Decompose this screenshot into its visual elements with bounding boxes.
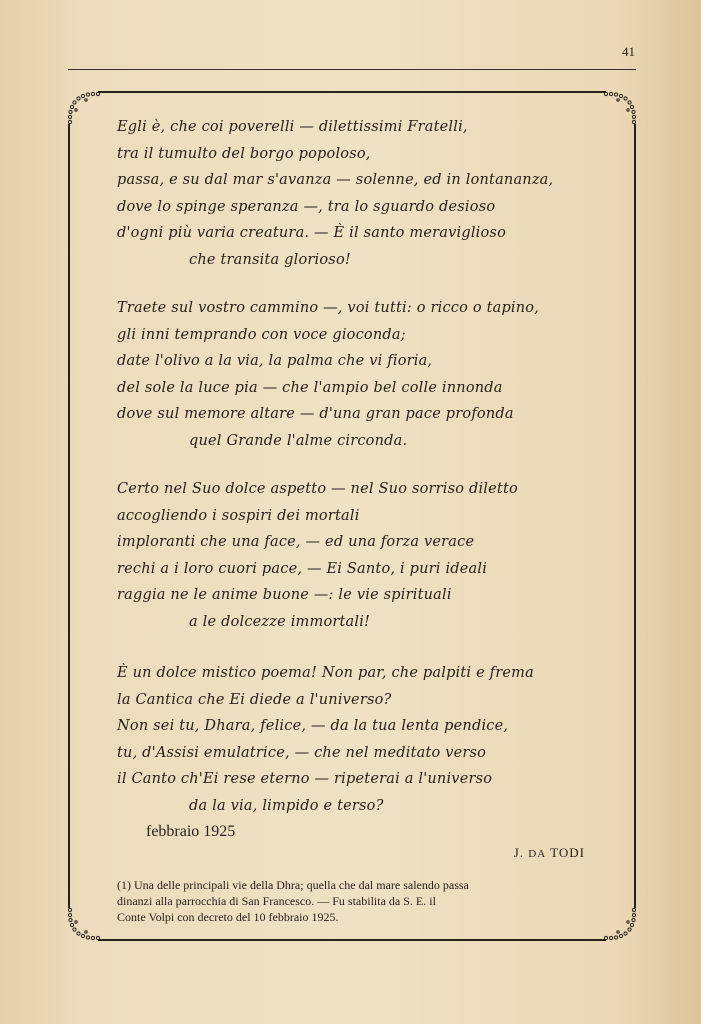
verse-line: rechi a i loro cuori pace, — Ei Santo, i puri ideali bbox=[117, 560, 488, 577]
verse-line: imploranti che una face, — ed una forza verace bbox=[117, 534, 475, 551]
verse-line: Traete sul vostro cammino —, voi tutti: o ricco o tapino, bbox=[117, 300, 540, 316]
frame-border-top bbox=[98, 91, 606, 93]
verse-line: accogliendo i sospiri dei mortali bbox=[117, 507, 360, 524]
author-particle: DA bbox=[528, 848, 547, 860]
footnote-line: dinanzi alla parrocchia di San Francesco. — Fu stabilita da S. E. il bbox=[117, 894, 436, 908]
footnote-line: (1) Una delle principali vie della Dhra; quella che dal mare salendo passa bbox=[117, 878, 469, 892]
author-signature bbox=[514, 845, 585, 861]
verse-line: passa, e su dal mar s'avanza — solenne, ed in lontananza, bbox=[117, 172, 554, 189]
verse-line: tra il tumulto del borgo popoloso, bbox=[117, 145, 371, 162]
verse-line-closing: da la via, limpido e terso? bbox=[189, 797, 384, 814]
verse-line-closing: quel Grande l'alme circonda. bbox=[189, 432, 408, 449]
poem-stanza bbox=[117, 660, 607, 820]
verse-line: tu, d'Assisi emulatrice, — che nel meditato verso bbox=[117, 744, 487, 761]
poem-date: febbraio 1925 bbox=[146, 823, 236, 840]
verse-line: dove sul memore altare — d'una gran pace profonda bbox=[117, 406, 514, 423]
page-number: 41 bbox=[622, 44, 635, 59]
footnote bbox=[117, 877, 587, 925]
verse-line: gli inni temprando con voce gioconda; bbox=[117, 326, 406, 343]
footnote-line: Conte Volpi con decreto del 10 febbraio 1925. bbox=[117, 910, 339, 924]
author-initial: J. bbox=[513, 845, 525, 860]
verse-line: È un dolce mistico poema! Non par, che palpiti e frema bbox=[117, 665, 534, 681]
frame-border-left bbox=[68, 124, 70, 908]
verse-line: la Cantica che Ei diede a l'universo? bbox=[117, 691, 392, 708]
header-rule bbox=[68, 69, 636, 70]
author-surname: TODI bbox=[550, 845, 585, 860]
poem-stanza bbox=[117, 114, 607, 274]
poem-stanza bbox=[117, 476, 607, 636]
frame-corner-ornament-icon bbox=[64, 88, 104, 128]
frame-corner-ornament-icon bbox=[64, 904, 104, 944]
verse-line: del sole la luce pia — che l'ampio bel colle innonda bbox=[117, 379, 503, 396]
frame-corner-ornament-icon bbox=[600, 904, 640, 944]
frame-border-right bbox=[634, 124, 636, 908]
verse-line: Non sei tu, Dhara, felice, — da la tua lenta pendice, bbox=[117, 718, 509, 735]
frame-border-bottom bbox=[98, 939, 606, 941]
verse-line-closing: che transita glorioso! bbox=[189, 251, 351, 268]
verse-line: raggia ne le anime buone —: le vie spirituali bbox=[117, 587, 452, 604]
verse-line: date l'olivo a la via, la palma che vi fioria, bbox=[117, 353, 433, 370]
poem-stanza bbox=[117, 295, 607, 455]
verse-line: Certo nel Suo dolce aspetto — nel Suo sorriso diletto bbox=[117, 481, 518, 497]
verse-line-closing: a le dolcezze immortali! bbox=[189, 613, 371, 630]
verse-line: d'ogni più varia creatura. — È il santo meraviglioso bbox=[117, 225, 506, 242]
verse-line: Egli è, che coi poverelli — dilettissimi Fratelli, bbox=[117, 119, 468, 135]
verse-line: dove lo spinge speranza —, tra lo sguardo desioso bbox=[117, 198, 496, 215]
verse-line: il Canto ch'Ei rese eterno — ripeterai a l'universo bbox=[117, 771, 493, 788]
